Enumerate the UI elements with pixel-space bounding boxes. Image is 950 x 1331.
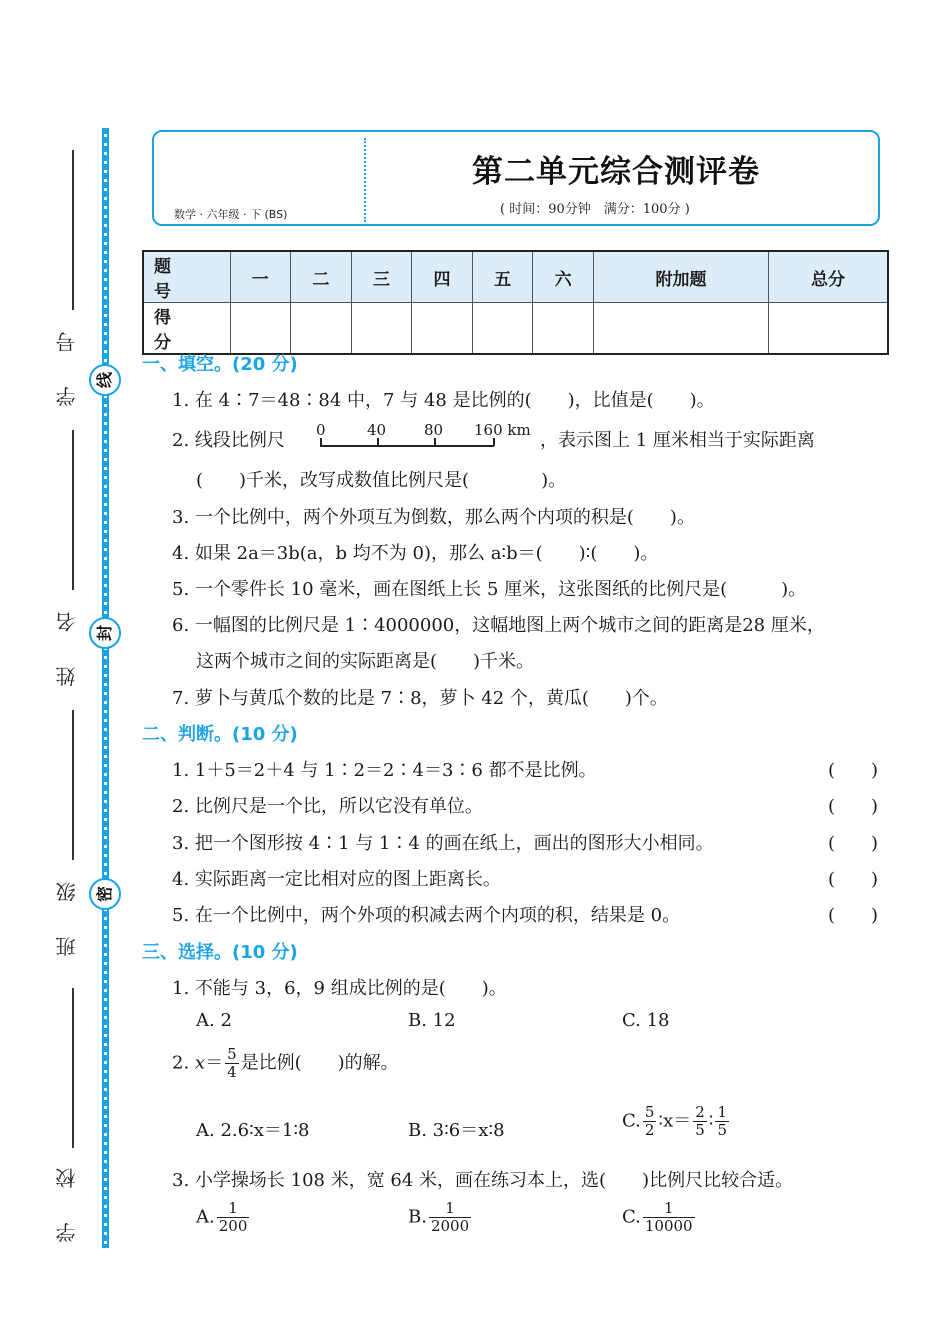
- seal-mi: 密: [89, 878, 121, 910]
- fill-question-2-prefix: 2. 线段比例尺: [172, 430, 285, 451]
- subject-label: 数学 · 六年级 · 下 (BS): [174, 208, 288, 221]
- option-b[interactable]: B. 12: [408, 1010, 456, 1031]
- option-c[interactable]: [622, 1200, 697, 1235]
- denominator: 2000: [430, 1217, 470, 1235]
- exam-header: [152, 130, 880, 226]
- option-a[interactable]: A. 2.6∶x＝1∶8: [196, 1120, 310, 1141]
- option-a[interactable]: [196, 1200, 251, 1235]
- fraction: [217, 1200, 250, 1235]
- scale-tick: [434, 438, 436, 446]
- fill-question-6-line2: 这两个城市之间的实际距离是( )千米。: [196, 651, 535, 672]
- school-label: 学 校: [55, 1154, 79, 1243]
- name-label: 姓 名: [55, 598, 79, 687]
- scale-bar-line: [320, 445, 494, 447]
- numerator: 1: [643, 1200, 695, 1218]
- option-c[interactable]: [622, 1104, 731, 1139]
- judge-question-2: 2. 比例尺是一个比，所以它没有单位。: [172, 796, 483, 817]
- exam-title: 第二单元综合测评卷: [472, 154, 760, 190]
- score-cell[interactable]: [230, 303, 291, 355]
- class-label: 班 级: [55, 868, 79, 957]
- score-cell[interactable]: [351, 303, 412, 355]
- fraction: [643, 1104, 657, 1139]
- denominator: 4: [227, 1063, 237, 1081]
- answer-paren[interactable]: ( ): [828, 760, 879, 781]
- exam-meta: ( 时间：90分钟 满分：100分 ): [500, 202, 690, 217]
- section-2-title: 二、判断。(10 分): [142, 724, 298, 745]
- fraction: [429, 1200, 471, 1235]
- section-3-title: 三、选择。(10 分): [142, 942, 298, 963]
- numerator: 5: [644, 1103, 655, 1121]
- question-text: 是比例( )的解。: [240, 1052, 399, 1074]
- score-cell[interactable]: [291, 303, 352, 355]
- option-a[interactable]: A. 2: [196, 1010, 232, 1031]
- answer-paren[interactable]: ( ): [828, 869, 879, 890]
- ratio-colon: ∶: [708, 1110, 714, 1132]
- table-cell: 四: [412, 251, 473, 303]
- numerator: 2: [695, 1103, 705, 1121]
- equals-sign: ＝: [205, 1052, 224, 1074]
- question-number: 2.: [172, 1052, 195, 1074]
- scale-label: 160 km: [474, 421, 531, 439]
- table-cell: 三: [351, 251, 412, 303]
- numerator: 5: [227, 1045, 237, 1063]
- fill-question-2-suffix: ，表示图上 1 厘米相当于实际距离: [540, 430, 815, 451]
- fraction: [715, 1104, 729, 1139]
- table-cell: 总分: [768, 251, 888, 303]
- fill-question-1: 1. 在 4∶7＝48∶84 中，7 与 48 是比例的( )，比值是( )。: [172, 390, 715, 411]
- student-id-label: 学 号: [55, 318, 79, 407]
- option-c[interactable]: C. 18: [622, 1010, 670, 1031]
- scale-tick: [320, 438, 322, 446]
- score-cell[interactable]: [533, 303, 594, 355]
- judge-question-3: 3. 把一个图形按 4∶1 与 1∶4 的画在纸上，画出的图形大小相同。: [172, 833, 714, 854]
- numerator: 1: [717, 1103, 728, 1121]
- option-label: B.: [408, 1206, 427, 1228]
- option-label: A.: [196, 1206, 215, 1228]
- student-id-line: [72, 150, 74, 310]
- choice-question-2: [172, 1046, 399, 1081]
- scale-label: 80: [424, 421, 444, 439]
- answer-paren[interactable]: ( ): [828, 796, 879, 817]
- fill-question-5: 5. 一个零件长 10 毫米，画在图纸上长 5 厘米，这张图纸的比例尺是( )。: [172, 579, 807, 600]
- denominator: 200: [218, 1217, 248, 1235]
- option-b[interactable]: [408, 1200, 473, 1235]
- seal-xian: 线: [89, 364, 121, 396]
- table-cell: 得 分: [143, 303, 230, 355]
- scale-tick: [377, 438, 379, 446]
- numerator: 1: [429, 1200, 471, 1218]
- denominator: 5: [695, 1121, 705, 1139]
- denominator: 5: [717, 1121, 728, 1139]
- answer-paren[interactable]: ( ): [828, 833, 879, 854]
- fill-question-4: 4. 如果 2a＝3b(a，b 均不为 0)，那么 a∶b＝( )∶( )。: [172, 543, 659, 564]
- judge-question-5: 5. 在一个比例中，两个外项的积减去两个内项的积，结果是 0。: [172, 905, 681, 926]
- table-cell: 题 号: [143, 251, 230, 303]
- score-cell[interactable]: [593, 303, 768, 355]
- fill-question-6: 6. 一幅图的比例尺是 1∶4000000，这幅地图上两个城市之间的距离是28 厘米，: [172, 615, 825, 636]
- fill-question-2-line2: ( )千米，改写成数值比例尺是( )。: [196, 470, 567, 491]
- score-cell[interactable]: [472, 303, 533, 355]
- score-cell[interactable]: [412, 303, 473, 355]
- school-line: [72, 988, 74, 1148]
- fill-question-3: 3. 一个比例中，两个外项互为倒数，那么两个内项的积是( )。: [172, 507, 695, 528]
- fraction: [643, 1200, 695, 1235]
- class-line: [72, 710, 74, 860]
- choice-question-3: 3. 小学操场长 108 米，宽 64 米，画在练习本上，选( )比例尺比较合适。: [172, 1170, 794, 1191]
- denominator: 2: [644, 1121, 655, 1139]
- fraction: [225, 1046, 239, 1081]
- denominator: 10000: [644, 1217, 693, 1235]
- scale-tick: [493, 438, 495, 446]
- numerator: 1: [217, 1200, 250, 1218]
- option-label: C.: [622, 1206, 641, 1228]
- line-scale-bar: [316, 421, 538, 455]
- scale-label: 40: [367, 421, 387, 439]
- option-b[interactable]: B. 3∶6＝x∶8: [408, 1120, 505, 1141]
- section-1-title: 一、填空。(20 分): [142, 354, 298, 375]
- table-cell: 六: [533, 251, 594, 303]
- variable-x: x: [194, 1052, 206, 1074]
- binding-line: [102, 128, 109, 1248]
- score-table: [142, 250, 889, 355]
- score-table-score-row: [143, 303, 888, 355]
- score-cell[interactable]: [768, 303, 888, 355]
- scale-label: 0: [316, 421, 326, 439]
- answer-paren[interactable]: ( ): [828, 905, 879, 926]
- table-cell: 附加题: [593, 251, 768, 303]
- table-cell: 五: [472, 251, 533, 303]
- header-divider: [364, 138, 366, 222]
- option-label: C.: [622, 1110, 641, 1132]
- choice-question-1: 1. 不能与 3，6，9 组成比例的是( )。: [172, 978, 507, 999]
- judge-question-1: 1. 1＋5＝2＋4 与 1∶2＝2∶4＝3∶6 都不是比例。: [172, 760, 597, 781]
- ratio-text: ∶x＝: [658, 1110, 692, 1132]
- fill-question-7: 7. 萝卜与黄瓜个数的比是 7∶8，萝卜 42 个，黄瓜( )个。: [172, 688, 668, 709]
- score-table-header-row: [143, 251, 888, 303]
- fraction: [693, 1104, 707, 1139]
- table-cell: 二: [291, 251, 352, 303]
- name-line: [72, 430, 74, 590]
- seal-feng: 封: [89, 617, 121, 649]
- table-cell: 一: [230, 251, 291, 303]
- judge-question-4: 4. 实际距离一定比相对应的图上距离长。: [172, 869, 501, 890]
